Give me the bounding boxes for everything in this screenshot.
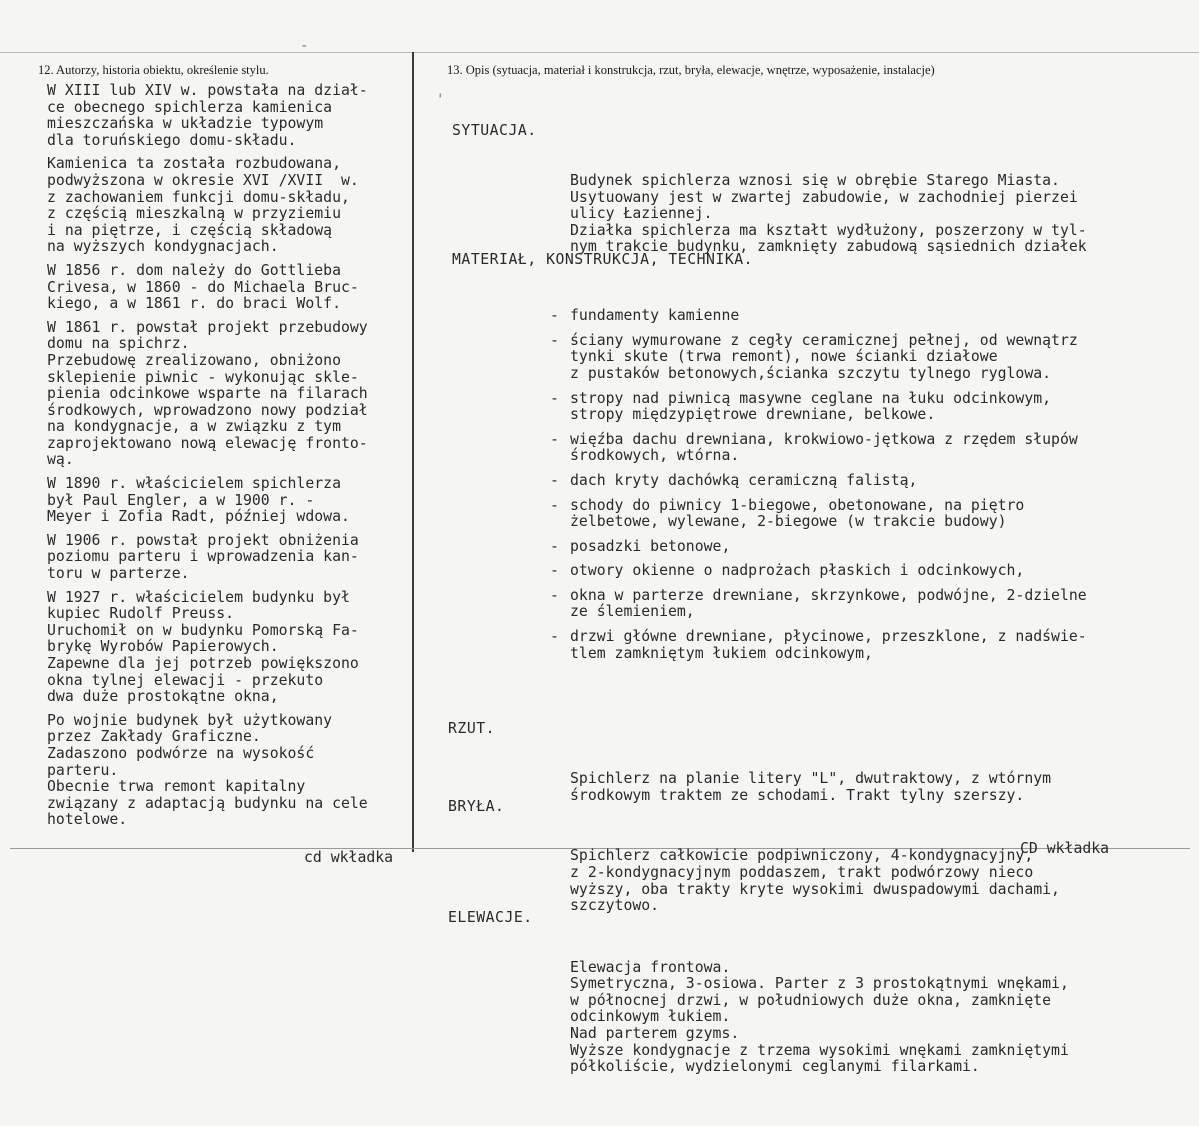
history-paragraph	[47, 320, 409, 469]
text-line: dla toruńskiego domu-składu.	[47, 131, 297, 149]
margin-mark: -	[300, 38, 309, 54]
text-line: Nad parterem gzyms.	[570, 1024, 740, 1042]
sytuacja-body	[570, 173, 1182, 256]
text-line: sklepienie piwnic - wykonując skle-	[47, 368, 359, 386]
elewacje-label: ELEWACJE.	[448, 908, 533, 926]
text-line: tynki skute (trwa remont), nowe ścianki działowe	[570, 348, 998, 366]
text-line: otwory okienne o nadprożach płaskich i odcinkowych,	[570, 562, 1025, 580]
text-line: Usytuowany jest w zwartej zabudowie, w zachodniej pierzei	[570, 188, 1078, 206]
bullet-dash: -	[550, 307, 559, 325]
elewacje-section	[448, 908, 1182, 1109]
text-line: Kamienica ta została rozbudowana,	[47, 155, 341, 173]
text-line: W XIII lub XIV w. powstała na dział-	[47, 82, 368, 99]
left-section-header: 12. Autorzy, historia obiektu, określenie stylu.	[38, 63, 269, 77]
text-line: przez Zakłady Graficzne.	[47, 728, 261, 746]
rzut-section	[448, 720, 1182, 804]
history-paragraph	[47, 83, 409, 149]
text-line: Wyższe kondygnacje z trzema wysokimi wnękami zamkniętymi	[570, 1041, 1069, 1059]
text-line: szczytowo.	[570, 897, 660, 915]
history-paragraph	[47, 476, 409, 526]
history-paragraph	[47, 713, 409, 829]
right-footer-note: CD wkładka	[1020, 840, 1110, 857]
text-line: Przebudowę zrealizowano, obniżono	[47, 351, 341, 369]
material-heading: MATERIAŁ, KONSTRUKCJA, TECHNIKA.	[452, 251, 754, 269]
text-line: brykę Wyrobów Papierowych.	[47, 638, 279, 656]
list-item	[452, 588, 1182, 621]
text-line: był Paul Engler, a w 1900 r. -	[47, 491, 315, 509]
text-line: Zadaszono podwórze na wysokość	[47, 744, 315, 762]
text-line: Obecnie trwa remont kapitalny	[47, 778, 306, 796]
text-line: W 1927 r. właścicielem budynku był	[47, 588, 350, 606]
text-line: wyższy, oba trakty kryte wysokimi dwuspadowymi dachami,	[570, 880, 1060, 898]
text-line: Meyer i Zofia Radt, później wdowa.	[47, 508, 350, 526]
text-line: środkowych, wtórna.	[570, 447, 740, 465]
bullet-dash: -	[550, 586, 559, 604]
text-line: mieszczańska w układzie typowym	[47, 115, 324, 133]
text-line: W 1890 r. właścicielem spichlerza	[47, 475, 341, 493]
text-line: stropy międzypiętrowe drewniane, belkowe.	[570, 406, 936, 424]
text-line: więźba dachu drewniana, krokwiowo-jętkowa z rzędem słupów	[570, 430, 1078, 448]
text-line: z 2-kondygnacyjnym poddaszem, trakt podwórzowy nieco	[570, 864, 1034, 881]
text-line: tlem zamkniętym łukiem odcinkowym,	[570, 644, 873, 662]
text-line: na wyższych kondygnacjach.	[47, 238, 279, 256]
text-line: okna w parterze drewniane, skrzynkowe, podwójne, 2-dzielne	[570, 586, 1087, 604]
text-line: parteru.	[47, 761, 119, 779]
column-divider	[412, 52, 414, 852]
list-item	[452, 539, 1182, 556]
text-line: Budynek spichlerza wznosi się w obrębie Starego Miasta.	[570, 171, 1060, 189]
bullet-dash: -	[550, 496, 559, 514]
top-border-line	[0, 52, 1199, 53]
text-line: Crivesa, w 1860 - do Michaela Bruc-	[47, 278, 359, 296]
bryla-section	[448, 797, 1182, 915]
text-line: schody do piwnicy 1-biegowe, obetonowane, na piętro	[570, 496, 1025, 514]
history-paragraph	[47, 156, 409, 256]
list-item	[452, 473, 1182, 490]
text-line: Działka spichlerza ma kształt wydłużony, poszerzony w tyl-	[570, 221, 1087, 239]
sytuacja-section	[452, 122, 1182, 256]
text-line: żelbetowe, wylewane, 2-biegowe (w trakcie budowy)	[570, 513, 1007, 531]
history-paragraph	[47, 590, 409, 706]
text-line: odcinkowym łukiem.	[570, 1008, 731, 1026]
text-line: stropy nad piwnicą masywne ceglane na łuku odcinkowym,	[570, 389, 1052, 407]
margin-mark: '	[436, 92, 445, 108]
list-item	[452, 333, 1182, 383]
text-line: ulicy Łaziennej.	[570, 205, 713, 223]
bullet-dash: -	[550, 331, 559, 349]
text-line: Elewacja frontowa.	[570, 958, 731, 976]
text-line: hotelowe.	[47, 811, 128, 829]
text-line: ze ślemieniem,	[570, 603, 695, 621]
text-line: z częścią mieszkalną w przyziemiu	[47, 205, 341, 223]
text-line: i na piętrze, i częścią składową	[47, 221, 333, 239]
list-item	[452, 629, 1182, 662]
left-footer-note: cd wkładka	[304, 849, 394, 866]
material-list	[452, 308, 1182, 662]
text-line: poziomu parteru i wprowadzenia kan-	[47, 548, 359, 566]
text-line: Symetryczna, 3-osiowa. Parter z 3 prostokątnymi wnękami,	[570, 975, 1069, 993]
text-line: domu na spichrz.	[47, 335, 190, 353]
list-item	[452, 391, 1182, 424]
text-line: z zachowaniem funkcji domu-składu,	[47, 188, 350, 206]
sytuacja-label: SYTUACJA.	[452, 122, 537, 140]
text-line: kiego, a w 1861 r. do braci Wolf.	[47, 295, 341, 313]
text-line: zaprojektowano nową elewację fronto-	[47, 434, 368, 452]
text-line: ściany wymurowane z cegły ceramicznej pełnej, od wewnątrz	[570, 331, 1078, 349]
text-line: drzwi główne drewniane, płycinowe, przeszklone, z nadświe-	[570, 628, 1087, 646]
text-line: dwa duże prostokątne okna,	[47, 688, 279, 706]
text-line: W 1861 r. powstał projekt przebudowy	[47, 318, 368, 336]
text-line: związany z adaptacją budynku na cele	[47, 794, 368, 812]
text-line: toru w parterze.	[47, 565, 190, 583]
rzut-label: RZUT.	[448, 720, 496, 738]
text-line: okna tylnej elewacji - przekuto	[47, 671, 324, 689]
list-item	[452, 308, 1182, 325]
text-line: Spichlerz całkowicie podpiwniczony, 4-kondygnacyjny,	[570, 847, 1034, 865]
text-line: z pustaków betonowych,ścianka szczytu tylnego ryglowa.	[570, 364, 1052, 382]
bullet-dash: -	[550, 471, 559, 489]
text-line: Zapewne dla jej potrzeb powiększono	[47, 655, 359, 672]
text-line: nym trakcie budynku, zamknięty zabudową sąsiednich działek	[570, 238, 1087, 256]
history-text	[47, 83, 409, 836]
text-line: na kondygnacje, a w związku z tym	[47, 418, 341, 436]
text-line: środkowych, wprowadzono nowy podział	[47, 401, 368, 419]
text-line: W 1856 r. dom należy do Gottlieba	[47, 261, 341, 279]
text-line: środkowym traktem ze schodami. Trakt tylny szerszy.	[570, 786, 1025, 804]
history-paragraph	[47, 533, 409, 583]
description-text	[448, 90, 1182, 1126]
text-line: podwyższona w okresie XVI /XVII w.	[47, 171, 359, 189]
list-item	[452, 498, 1182, 531]
text-line: pienia odcinkowe wsparte na filarach	[47, 385, 368, 403]
bullet-dash: -	[550, 537, 559, 555]
right-section-header: 13. Opis (sytuacja, materiał i konstrukcja, rzut, bryła, elewacje, wnętrze, wyposażenie, instalacje)	[447, 63, 935, 77]
text-line: dach kryty dachówką ceramiczną falistą,	[570, 471, 918, 489]
history-paragraph	[47, 263, 409, 313]
bryla-body	[570, 848, 1182, 914]
bullet-dash: -	[550, 562, 559, 580]
list-item	[452, 563, 1182, 580]
text-line: W 1906 r. powstał projekt obniżenia	[47, 531, 359, 549]
bryla-label: BRYŁA.	[448, 797, 505, 815]
text-line: Spichlerz na planie litery "L", dwutraktowy, z wtórnym	[570, 770, 1052, 788]
text-line: fundamenty kamienne	[570, 307, 740, 325]
bullet-dash: -	[550, 430, 559, 448]
text-line: kupiec Rudolf Preuss.	[47, 605, 235, 623]
text-line: półkoliście, wydzielonymi ceglanymi filarkami.	[570, 1058, 980, 1076]
text-line: Uruchomił on w budynku Pomorską Fa-	[47, 621, 359, 639]
bullet-dash: -	[550, 389, 559, 407]
text-line: w północnej drzwi, w południowych duże okna, zamknięte	[570, 991, 1052, 1009]
text-line: Po wojnie budynek był użytkowany	[47, 711, 333, 729]
list-item	[452, 432, 1182, 465]
bullet-dash: -	[550, 628, 559, 646]
text-line: wą.	[47, 451, 74, 469]
text-line: ce obecnego spichlerza kamienica	[47, 98, 333, 116]
elewacje-body	[570, 960, 1182, 1076]
text-line: posadzki betonowe,	[570, 537, 731, 555]
